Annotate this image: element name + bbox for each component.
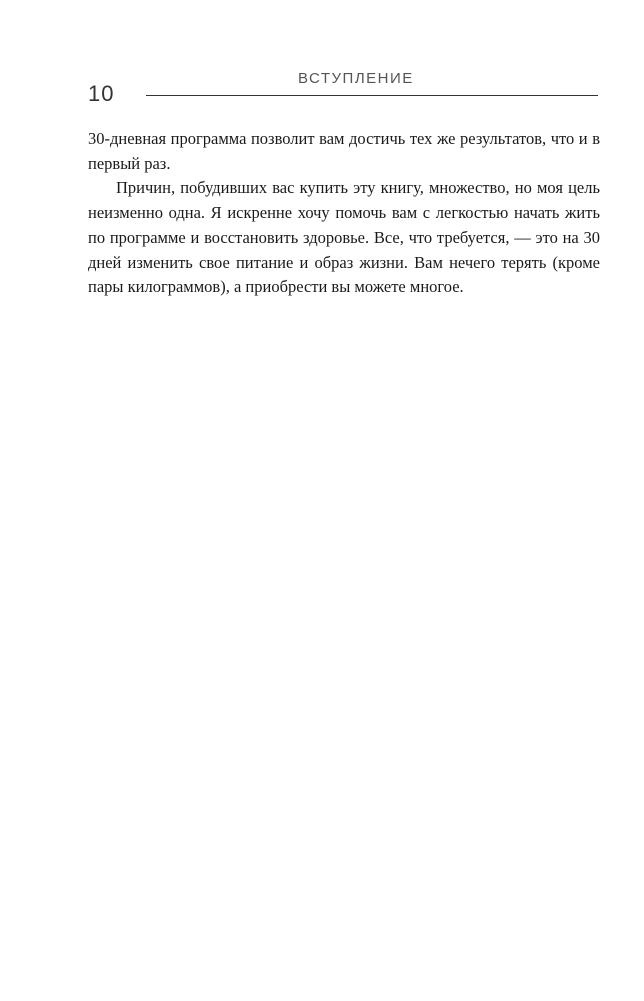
header-rule [146,95,598,96]
paragraph-continuation: 30-дневная программа позволит вам достичь тех же результатов, что и в первый раз. [88,129,600,173]
body-text [88,127,600,300]
page-number: 10 [88,81,115,106]
running-header [88,64,598,104]
section-title: ВСТУПЛЕНИЕ [298,70,414,87]
paragraph: Причин, побудивших вас купить эту книгу, множество, но моя цель неизменно одна. Я искренне хочу помочь вам с легкостью начать жить по программе и восстановить здоровье. Все, что требуется, — это на 30 дней изменить свое питание и образ жизни. Вам нечего терять (кроме пары килограммов), а приобрести вы можете многое. [88,178,600,297]
